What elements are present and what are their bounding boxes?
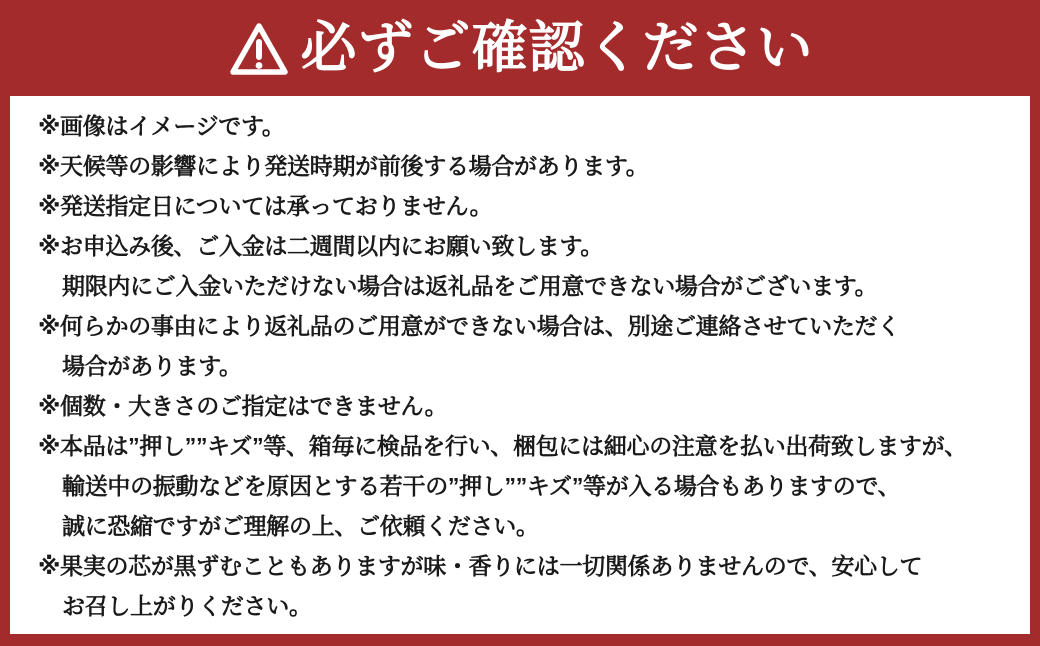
notice-line: ※本品は”押し””キズ”等、箱毎に検品を行い、梱包には細心の注意を払い出荷致しますが、 bbox=[38, 433, 968, 459]
notice-panel bbox=[10, 96, 1030, 634]
notice-line: お召し上がりください。 bbox=[62, 593, 312, 619]
notice-line: 輸送中の振動などを原因とする若干の”押し””キズ”等が入る場合もありますので、 bbox=[62, 473, 901, 499]
warning-triangle-icon bbox=[227, 19, 291, 83]
notice-header-banner bbox=[0, 0, 1040, 96]
notice-line: 期限内にご入金いただけない場合は返礼品をご用意できない場合がございます。 bbox=[62, 273, 878, 299]
notice-line: ※画像はイメージです。 bbox=[38, 113, 285, 139]
notice-line: ※何らかの事由により返礼品のご用意ができない場合は、別途ご連絡させていただく bbox=[38, 313, 900, 339]
notice-line: 誠に恐縮ですがご理解の上、ご依頼ください。 bbox=[62, 513, 539, 539]
notice-line: ※天候等の影響により発送時期が前後する場合があります。 bbox=[38, 153, 649, 179]
notice-line: ※果実の芯が黒ずむこともありますが味・香りには一切関係ありませんので、安心して bbox=[38, 553, 923, 579]
notice-line: ※お申込み後、ご入金は二週間以内にお願い致します。 bbox=[38, 233, 604, 259]
page-title: 必ずご確認ください bbox=[300, 16, 814, 79]
notice-line: 場合があります。 bbox=[62, 353, 242, 379]
notice-line: ※発送指定日については承っておりません。 bbox=[38, 193, 493, 219]
notice-line: ※個数・大きさのご指定はできません。 bbox=[38, 393, 448, 419]
